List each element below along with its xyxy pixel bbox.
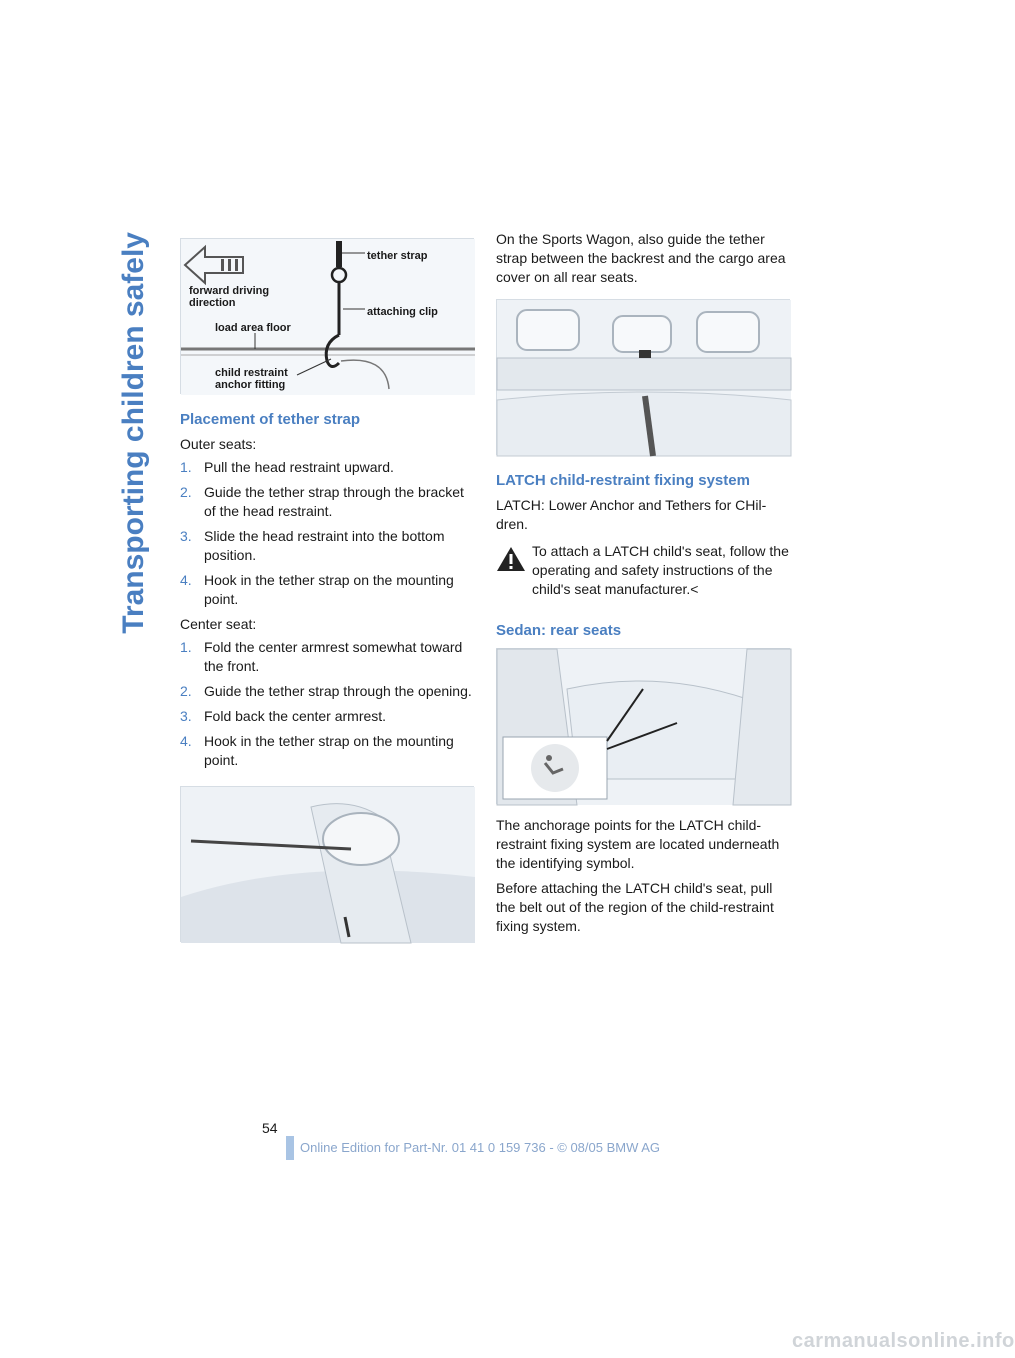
- right-column: [496, 230, 790, 936]
- center-armrest-photo: [180, 786, 474, 942]
- outer-steps-list: [180, 458, 476, 609]
- label-tether-strap: tether strap: [367, 250, 428, 262]
- sedan-heading: Sedan: rear seats: [496, 622, 622, 639]
- latch-warning: [496, 542, 790, 599]
- tether-strap-diagram: [180, 238, 474, 394]
- side-title-text: Transporting children safely: [117, 232, 150, 634]
- label-attaching-clip: attaching clip: [367, 306, 438, 318]
- side-section-title: [112, 232, 156, 1032]
- wagon-photo-svg: [497, 300, 791, 456]
- child-seat-symbol-icon: [546, 755, 552, 761]
- list-item: 4. Hook in the tether strap on the mounting point.: [180, 572, 454, 607]
- latch-warning-text: To attach a LATCH child's seat, follow the operating and safety instructions of the child's seat manufacturer.<: [532, 543, 789, 597]
- center-steps-list: [180, 638, 476, 770]
- footer-accent-bar: [286, 1136, 294, 1160]
- list-item: 2. Guide the tether strap through the bracket of the head restraint.: [180, 484, 464, 519]
- latch-intro: LATCH: Lower Anchor and Tethers for CHil-dren.: [496, 497, 767, 532]
- sedan-paragraph-1: The anchorage points for the LATCH child-restraint fixing system are located underneath the identifying symbol.: [496, 817, 780, 871]
- outer-seats-label: Outer seats:: [180, 436, 257, 452]
- sedan-paragraph-2: Before attaching the LATCH child's seat, pull the belt out of the region of the child-restraint fixing system.: [496, 880, 774, 934]
- wagon-paragraph: On the Sports Wagon, also guide the tether strap between the backrest and the cargo area cover on all rear seats.: [496, 231, 786, 285]
- watermark: carmanualsonline.info: [792, 1330, 1015, 1352]
- latch-heading: LATCH child-restraint fixing system: [496, 472, 750, 489]
- tether-heading: Placement of tether strap: [180, 411, 361, 428]
- footer-edition: Online Edition for Part-Nr. 01 41 0 159 736 - © 08/05 BMW AG: [300, 1140, 661, 1155]
- warning-triangle-icon: [496, 546, 526, 572]
- list-item: 3. Slide the head restraint into the bottom position.: [180, 528, 445, 563]
- list-item: 1. Fold the center armrest somewhat toward the front.: [180, 639, 463, 674]
- sedan-photo-svg: [497, 649, 791, 805]
- label-anchor-fitting: child restraint anchor fitting: [215, 367, 288, 391]
- label-load-floor: load area floor: [215, 322, 291, 334]
- sedan-rear-seats-photo: [496, 648, 790, 804]
- center-seat-label: Center seat:: [180, 616, 257, 632]
- page-number: 54: [262, 1120, 278, 1136]
- label-forward-direction: forward driving direction: [189, 285, 270, 309]
- list-item: 3. Fold back the center armrest.: [180, 708, 387, 724]
- sports-wagon-photo: [496, 299, 790, 455]
- list-item: 4. Hook in the tether strap on the mounting point.: [180, 733, 454, 768]
- list-item: 1. Pull the head restraint upward.: [180, 459, 394, 475]
- left-column: [180, 238, 476, 942]
- armrest-photo-svg: [181, 787, 475, 943]
- list-item: 2. Guide the tether strap through the opening.: [180, 683, 472, 699]
